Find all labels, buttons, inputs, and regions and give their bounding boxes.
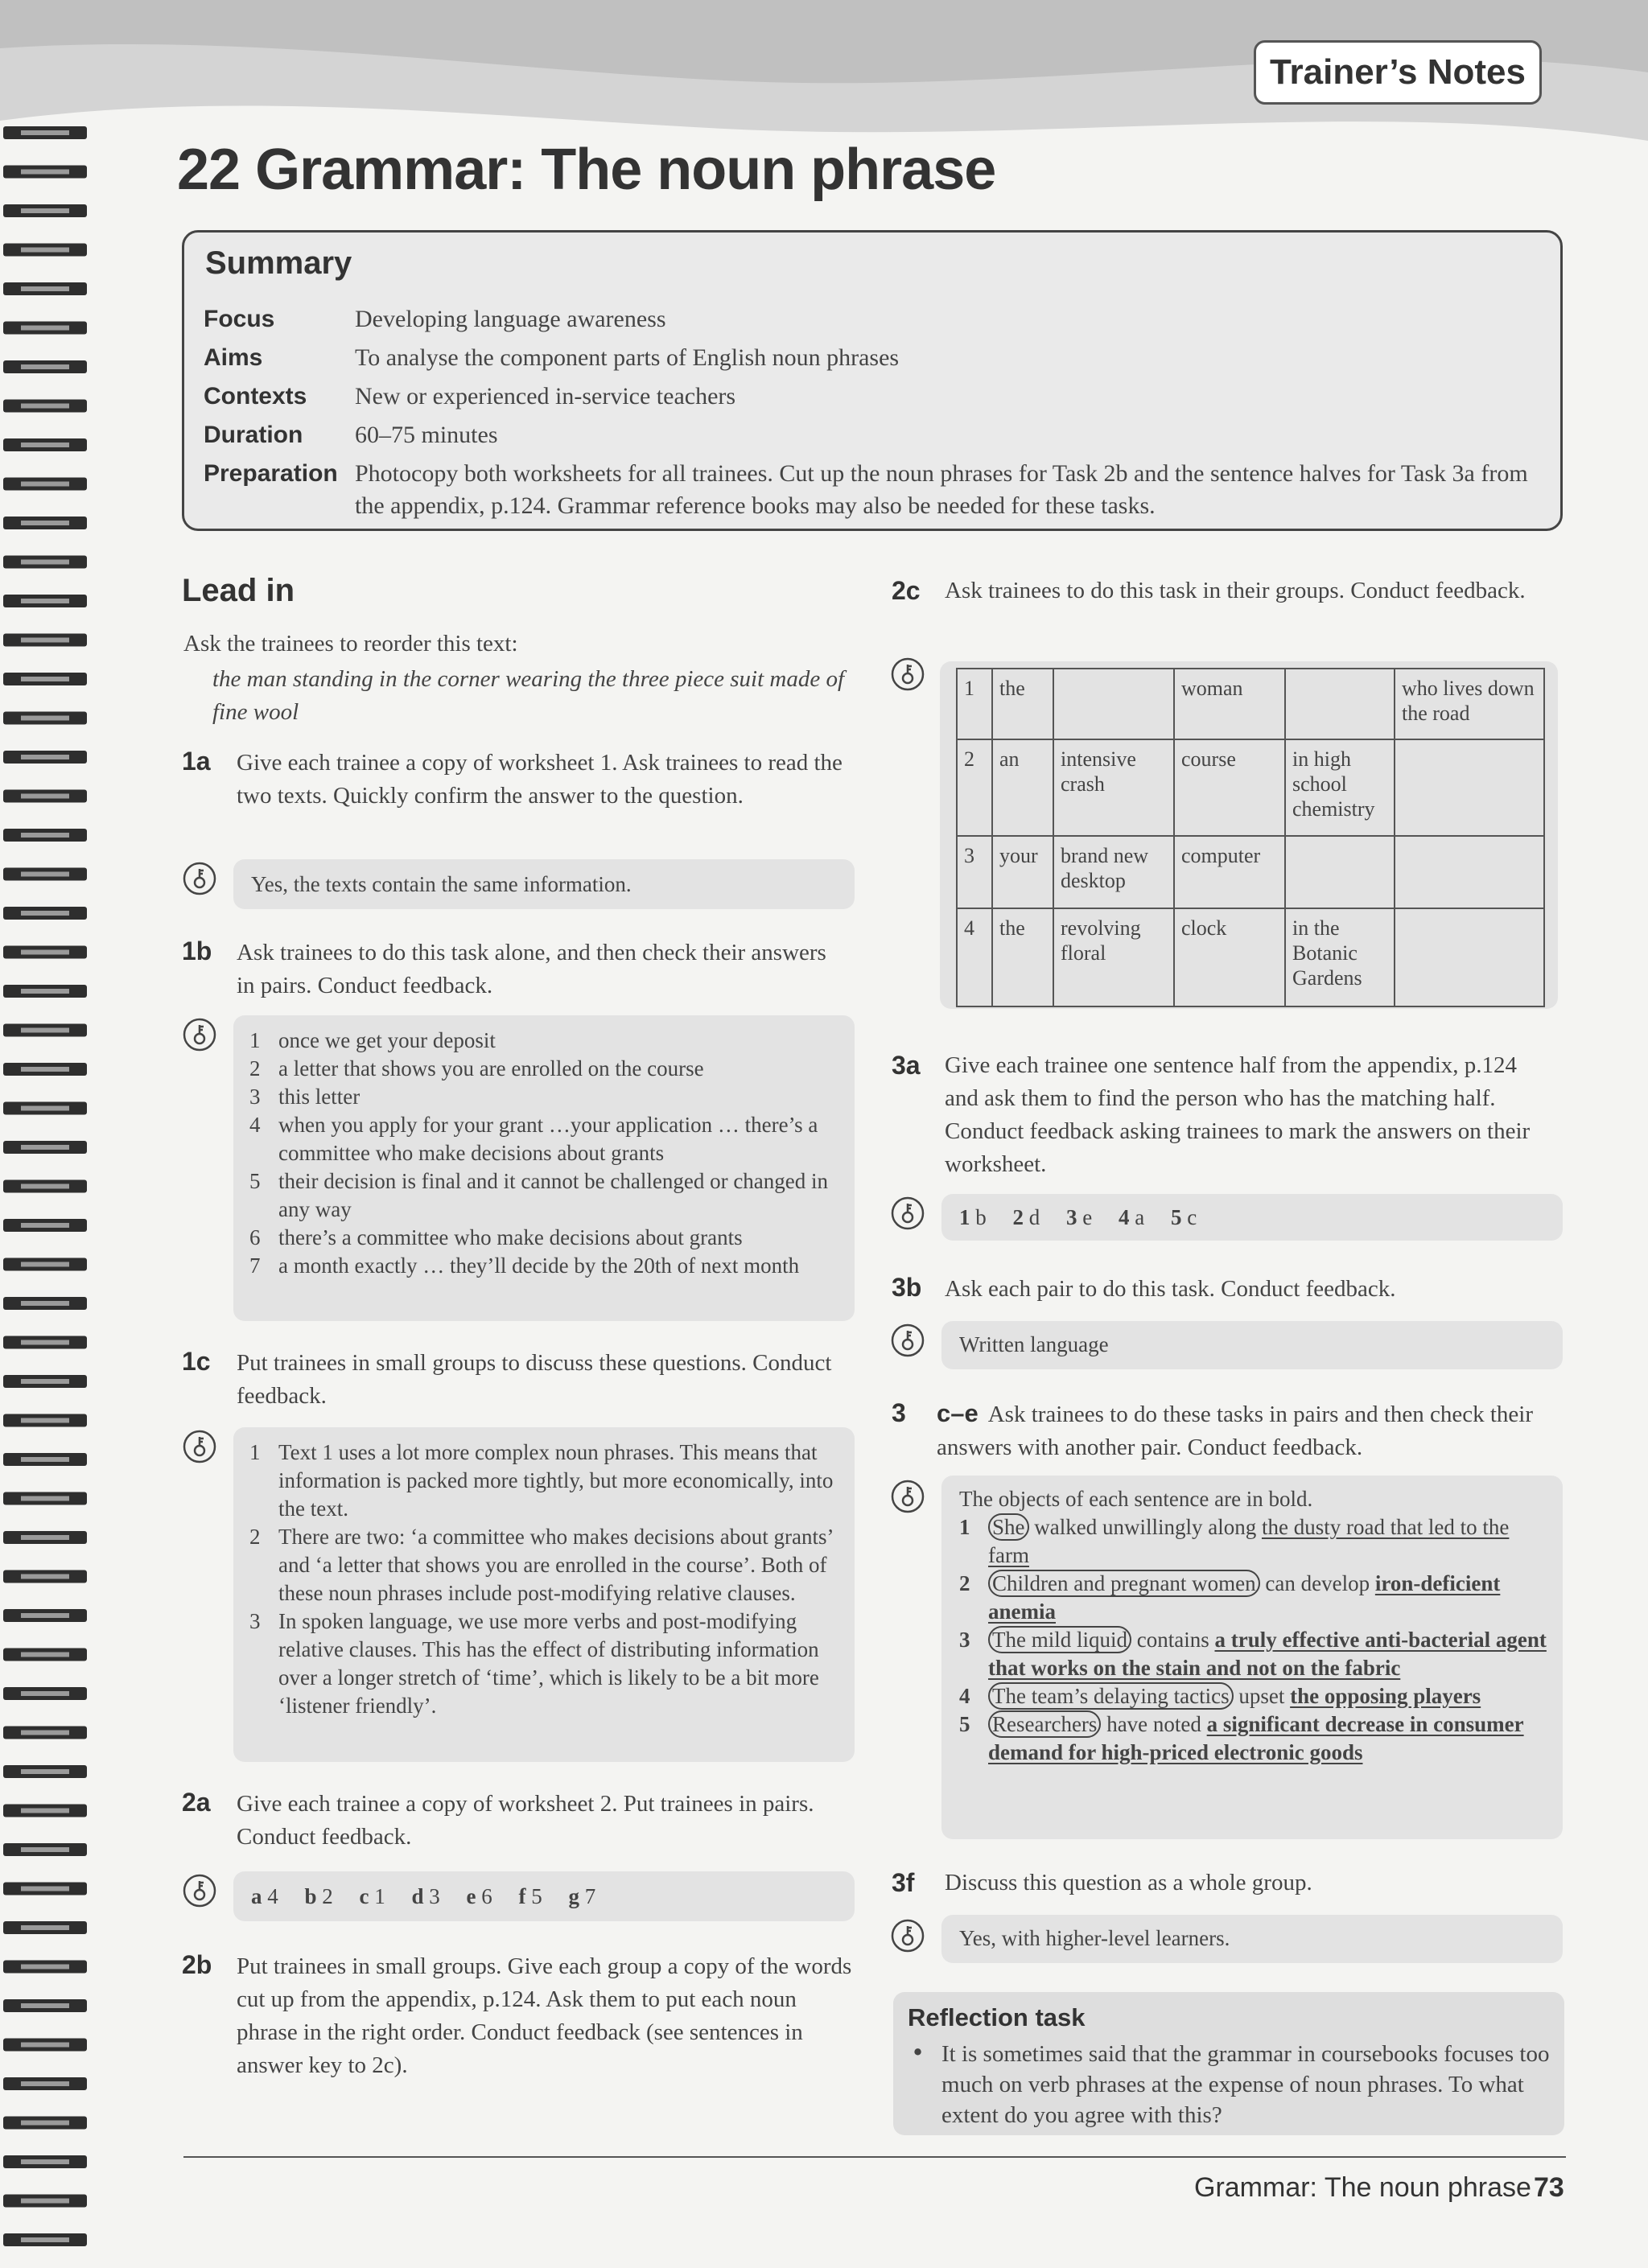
task-number: 2b bbox=[182, 1950, 212, 1979]
table-cell: 3 bbox=[957, 836, 992, 908]
table-cell bbox=[1395, 908, 1544, 1006]
table-cell: 1 bbox=[957, 669, 992, 739]
table-row bbox=[957, 669, 1544, 739]
binding-coil-highlight bbox=[21, 1769, 69, 1774]
binding-coil-highlight bbox=[21, 1028, 69, 1033]
task-number: 2a bbox=[182, 1788, 211, 1817]
binding-coil-highlight bbox=[21, 560, 69, 565]
binding-coil-highlight bbox=[21, 1379, 69, 1384]
binding-coil-highlight bbox=[21, 1574, 69, 1579]
table-cell: intensive crash bbox=[1053, 739, 1174, 836]
answer-item: b 2 bbox=[304, 1884, 333, 1908]
binding-coil-highlight bbox=[21, 2121, 69, 2126]
binding-coil-highlight bbox=[21, 1067, 69, 1072]
answer-list bbox=[959, 1513, 1547, 1767]
binding-coil-highlight bbox=[21, 1731, 69, 1735]
binding-coil-highlight bbox=[21, 521, 69, 525]
table-cell: 4 bbox=[957, 908, 992, 1006]
binding-coil-highlight bbox=[21, 1965, 69, 1970]
binding-coil-highlight bbox=[21, 442, 69, 447]
summary-value: 60–75 minutes bbox=[355, 422, 498, 448]
table-cell: revolving floral bbox=[1053, 908, 1174, 1006]
answer-3a bbox=[941, 1194, 1563, 1241]
binding-coil-highlight bbox=[21, 1418, 69, 1423]
binding-coil-highlight bbox=[21, 2081, 69, 2086]
binding-coil-highlight bbox=[21, 2159, 69, 2164]
binding-coil-highlight bbox=[21, 1145, 69, 1150]
binding-coil-highlight bbox=[21, 794, 69, 799]
table-cell: woman bbox=[1174, 669, 1285, 739]
table-row bbox=[957, 908, 1544, 1006]
binding-coil-highlight bbox=[21, 482, 69, 487]
binding-coil-highlight bbox=[21, 1184, 69, 1189]
binding-coil-highlight bbox=[21, 364, 69, 369]
binding-coil-highlight bbox=[21, 326, 69, 331]
task-1b-text: Ask trainees to do this task alone, and then check their answers in pairs. Conduct feedback. bbox=[237, 940, 826, 998]
table-cell bbox=[1053, 669, 1174, 739]
table-cell: 2 bbox=[957, 739, 992, 836]
answer-3b: Written language bbox=[941, 1321, 1563, 1369]
summary-row-preparation bbox=[204, 458, 1538, 522]
task-2c-text: Ask trainees to do this task in their groups. Conduct feedback. bbox=[945, 578, 1526, 603]
summary-box bbox=[182, 230, 1563, 531]
reflection-task-box bbox=[893, 1992, 1564, 2135]
binding-coil-highlight bbox=[21, 872, 69, 877]
lead-in-quote: the man standing in the corner wearing the three piece suit made of fine wool bbox=[212, 666, 845, 725]
list-item: 7 a month exactly … they’ll decide by the 20th of next month bbox=[249, 1253, 800, 1278]
binding-coil-highlight bbox=[21, 2043, 69, 2048]
task-number: 1b bbox=[182, 936, 212, 965]
binding-coil-highlight bbox=[21, 208, 69, 213]
binding-coil-highlight bbox=[21, 989, 69, 994]
binding-coil-highlight bbox=[21, 1653, 69, 1657]
binding-coil-highlight bbox=[21, 1535, 69, 1540]
binding-coil-highlight bbox=[21, 248, 69, 253]
summary-label: Duration bbox=[204, 422, 303, 448]
answer-2a bbox=[233, 1871, 855, 1921]
answer-intro: The objects of each sentence are in bold. bbox=[959, 1487, 1313, 1511]
summary-value: Developing language awareness bbox=[355, 306, 666, 332]
reflection-text: It is sometimes said that the grammar in coursebooks focuses too much on verb phrases at the expense of noun phrases. To what extent do you agree with this? bbox=[941, 2041, 1550, 2128]
answer-key-icon bbox=[890, 1196, 925, 1231]
table-cell: the bbox=[992, 669, 1053, 739]
answer-key-icon bbox=[890, 1323, 925, 1358]
summary-row-focus bbox=[204, 303, 1530, 335]
table-cell: brand new desktop bbox=[1053, 836, 1174, 908]
binding-coil-highlight bbox=[21, 599, 69, 603]
footer-divider bbox=[183, 2156, 1566, 2158]
answer-item: 1 b bbox=[959, 1205, 987, 1229]
answer-list bbox=[249, 1027, 837, 1280]
task-number: 3f bbox=[892, 1868, 915, 1897]
binding-coil-highlight bbox=[21, 2199, 69, 2204]
list-item: 3 In spoken language, we use more verbs and post-modifying relative clauses. This has the effect of distributing information over a longer stretch of ‘time’, which is likely to be a bit more ‘listener friendly’. bbox=[249, 1609, 819, 1718]
binding-coil-highlight bbox=[21, 911, 69, 916]
summary-row-duration bbox=[204, 419, 1530, 451]
answer-3ce bbox=[941, 1476, 1563, 1839]
answer-key-icon bbox=[890, 1479, 925, 1514]
table-cell bbox=[1285, 836, 1395, 908]
answer-1b bbox=[233, 1015, 855, 1321]
task-3ce-text: c–e Ask trainees to do these tasks in pairs and then check their answers with another pair. Conduct feedback. bbox=[937, 1399, 1534, 1460]
summary-label: Focus bbox=[204, 306, 275, 332]
binding-coil-highlight bbox=[21, 1301, 69, 1306]
task-2b-text: Put trainees in small groups. Give each group a copy of the words cut up from the appendix, p.124. Ask them to put each noun phrase in the right order. Conduct feedback (see sentences in answer key to 2c). bbox=[237, 1953, 852, 2078]
binding-coil-highlight bbox=[21, 1262, 69, 1267]
binding-coil-highlight bbox=[21, 755, 69, 759]
binding-coil-highlight bbox=[21, 1925, 69, 1930]
summary-value: To analyse the component parts of English noun phrases bbox=[355, 344, 900, 371]
noun-phrase-table bbox=[956, 668, 1545, 1007]
binding-coil-highlight bbox=[21, 286, 69, 291]
answer-1a: Yes, the texts contain the same information. bbox=[233, 859, 855, 909]
summary-heading: Summary bbox=[205, 245, 352, 281]
trainers-notes-badge: Trainer’s Notes bbox=[1254, 40, 1542, 105]
table-cell: an bbox=[992, 739, 1053, 836]
binding-coil-highlight bbox=[21, 638, 69, 643]
task-number: 1c bbox=[182, 1347, 211, 1376]
list-item: 1 once we get your deposit bbox=[249, 1028, 496, 1052]
answer-item: 3 e bbox=[1066, 1205, 1093, 1229]
binding-coil-highlight bbox=[21, 1809, 69, 1813]
list-item: 2 There are two: ‘a committee who makes decisions about grants’ and ‘a letter that shows you are enrolled in the course’. Both of these noun phrases include post-modifying relative clauses. bbox=[249, 1525, 833, 1605]
binding-coil-highlight bbox=[21, 833, 69, 838]
summary-label: Preparation bbox=[204, 460, 338, 487]
page-title: 22 Grammar: The noun phrase bbox=[177, 138, 996, 202]
answer-key-icon bbox=[890, 1918, 925, 1953]
binding-coil-highlight bbox=[21, 1613, 69, 1618]
binding-coil-highlight bbox=[21, 1847, 69, 1852]
binding-coil-highlight bbox=[21, 1457, 69, 1462]
answer-item: c 1 bbox=[359, 1884, 385, 1908]
summary-label: Aims bbox=[204, 344, 263, 371]
task-1a-text: Give each trainee a copy of worksheet 1. Ask trainees to read the two texts. Quickly confirm the answer to the question. bbox=[237, 750, 843, 809]
task-number: 2c bbox=[892, 576, 921, 605]
task-number: 3 bbox=[892, 1398, 906, 1427]
list-item: 4 when you apply for your grant …your application … there’s a committee who make decisions about grants bbox=[249, 1113, 818, 1165]
binding-coil-highlight bbox=[21, 950, 69, 955]
list-item: 2 a letter that shows you are enrolled on the course bbox=[249, 1056, 704, 1080]
task-3a-text: Give each trainee one sentence half from the appendix, p.124 and ask them to find the person who has the matching half. Conduct feedback asking trainees to mark the answers on their worksheet. bbox=[945, 1052, 1531, 1177]
list-item: 4 The team’s delaying tactics upset the opposing players bbox=[959, 1684, 1481, 1708]
summary-label: Contexts bbox=[204, 383, 307, 410]
task-3b-text: Ask each pair to do this task. Conduct feedback. bbox=[945, 1276, 1396, 1302]
binding-coil-highlight bbox=[21, 716, 69, 721]
lead-in-heading: Lead in bbox=[182, 573, 295, 608]
answer-item: d 3 bbox=[411, 1884, 440, 1908]
summary-value: Photocopy both worksheets for all trainees. Cut up the noun phrases for Task 2b and the sentence halves for Task 3a from the appendix, p.124. Grammar reference books may also be needed for these tasks. bbox=[355, 460, 1528, 519]
bullet-icon: • bbox=[911, 2039, 925, 2066]
table-cell: who lives down the road bbox=[1395, 669, 1544, 739]
answer-item: 2 d bbox=[1012, 1205, 1040, 1229]
table-cell bbox=[1395, 836, 1544, 908]
list-item: 3 The mild liquid contains a truly effective anti-bacterial agent that works on the stain and not on the fabric bbox=[959, 1628, 1547, 1680]
answer-item: 4 a bbox=[1118, 1205, 1145, 1229]
answer-1c bbox=[233, 1427, 855, 1762]
footer-title: Grammar: The noun phrase bbox=[1194, 2172, 1531, 2203]
table-cell: your bbox=[992, 836, 1053, 908]
table-row bbox=[957, 739, 1544, 836]
binding-coil-highlight bbox=[21, 1106, 69, 1111]
table-cell: clock bbox=[1174, 908, 1285, 1006]
binding-coil-highlight bbox=[21, 1223, 69, 1228]
binding-coil-highlight bbox=[21, 2003, 69, 2008]
binding-coil-highlight bbox=[21, 677, 69, 681]
task-number: 3a bbox=[892, 1051, 921, 1080]
task-number: 3b bbox=[892, 1273, 922, 1302]
binding-coil-highlight bbox=[21, 1691, 69, 1696]
list-item: 1 Text 1 uses a lot more complex noun phrases. This means that information is packed more tightly, but more economically, into the text. bbox=[249, 1440, 834, 1521]
list-item: 3 this letter bbox=[249, 1085, 360, 1109]
answer-key-icon bbox=[182, 1017, 217, 1052]
binding-coil-highlight bbox=[21, 1887, 69, 1891]
table-cell bbox=[1285, 669, 1395, 739]
binding-coil-highlight bbox=[21, 2237, 69, 2242]
task-2a-text: Give each trainee a copy of worksheet 2. Put trainees in pairs. Conduct feedback. bbox=[237, 1791, 814, 1850]
table-cell bbox=[1395, 739, 1544, 836]
answer-key-icon bbox=[182, 1873, 217, 1908]
answer-item: f 5 bbox=[518, 1884, 542, 1908]
table-cell: computer bbox=[1174, 836, 1285, 908]
list-item: 5 their decision is final and it cannot be challenged or changed in any way bbox=[249, 1169, 829, 1221]
answer-list bbox=[249, 1439, 837, 1720]
answer-3f: Yes, with higher-level learners. bbox=[941, 1915, 1563, 1963]
answer-item: g 7 bbox=[568, 1884, 596, 1908]
table-row bbox=[957, 836, 1544, 908]
binding-coil-highlight bbox=[21, 404, 69, 409]
answer-key-icon bbox=[182, 1429, 217, 1464]
answer-item: a 4 bbox=[251, 1884, 278, 1908]
summary-value: New or experienced in-service teachers bbox=[355, 383, 736, 410]
task-1c-text: Put trainees in small groups to discuss these questions. Conduct feedback. bbox=[237, 1350, 832, 1409]
lead-in-intro: Ask the trainees to reorder this text: bbox=[183, 631, 518, 657]
table-cell: course bbox=[1174, 739, 1285, 836]
list-item: 5 Researchers have noted a significant decrease in consumer demand for high-priced electronic goods bbox=[959, 1712, 1524, 1764]
list-item: 6 there’s a committee who make decisions about grants bbox=[249, 1225, 743, 1249]
table-cell: the bbox=[992, 908, 1053, 1006]
list-item: 1 She walked unwillingly along the dusty road that led to the farm bbox=[959, 1515, 1510, 1567]
table-cell: in high school chemistry bbox=[1285, 739, 1395, 836]
answer-key-icon bbox=[182, 861, 217, 896]
task-3f-text: Discuss this question as a whole group. bbox=[945, 1870, 1312, 1895]
table-cell: in the Botanic Gardens bbox=[1285, 908, 1395, 1006]
summary-row-contexts bbox=[204, 381, 1530, 413]
page-number: 73 bbox=[1534, 2172, 1564, 2203]
binding-coil-highlight bbox=[21, 1340, 69, 1345]
summary-row-aims bbox=[204, 342, 1530, 374]
answer-item: 5 c bbox=[1170, 1205, 1197, 1229]
list-item: 2 Children and pregnant women can develop iron-deficient anemia bbox=[959, 1571, 1501, 1624]
answer-key-icon bbox=[890, 657, 925, 692]
spiral-binding bbox=[0, 0, 97, 2268]
binding-coil-highlight bbox=[21, 1496, 69, 1501]
task-number: 1a bbox=[182, 747, 211, 776]
reflection-title: Reflection task bbox=[908, 2003, 1086, 2031]
answer-item: e 6 bbox=[466, 1884, 492, 1908]
